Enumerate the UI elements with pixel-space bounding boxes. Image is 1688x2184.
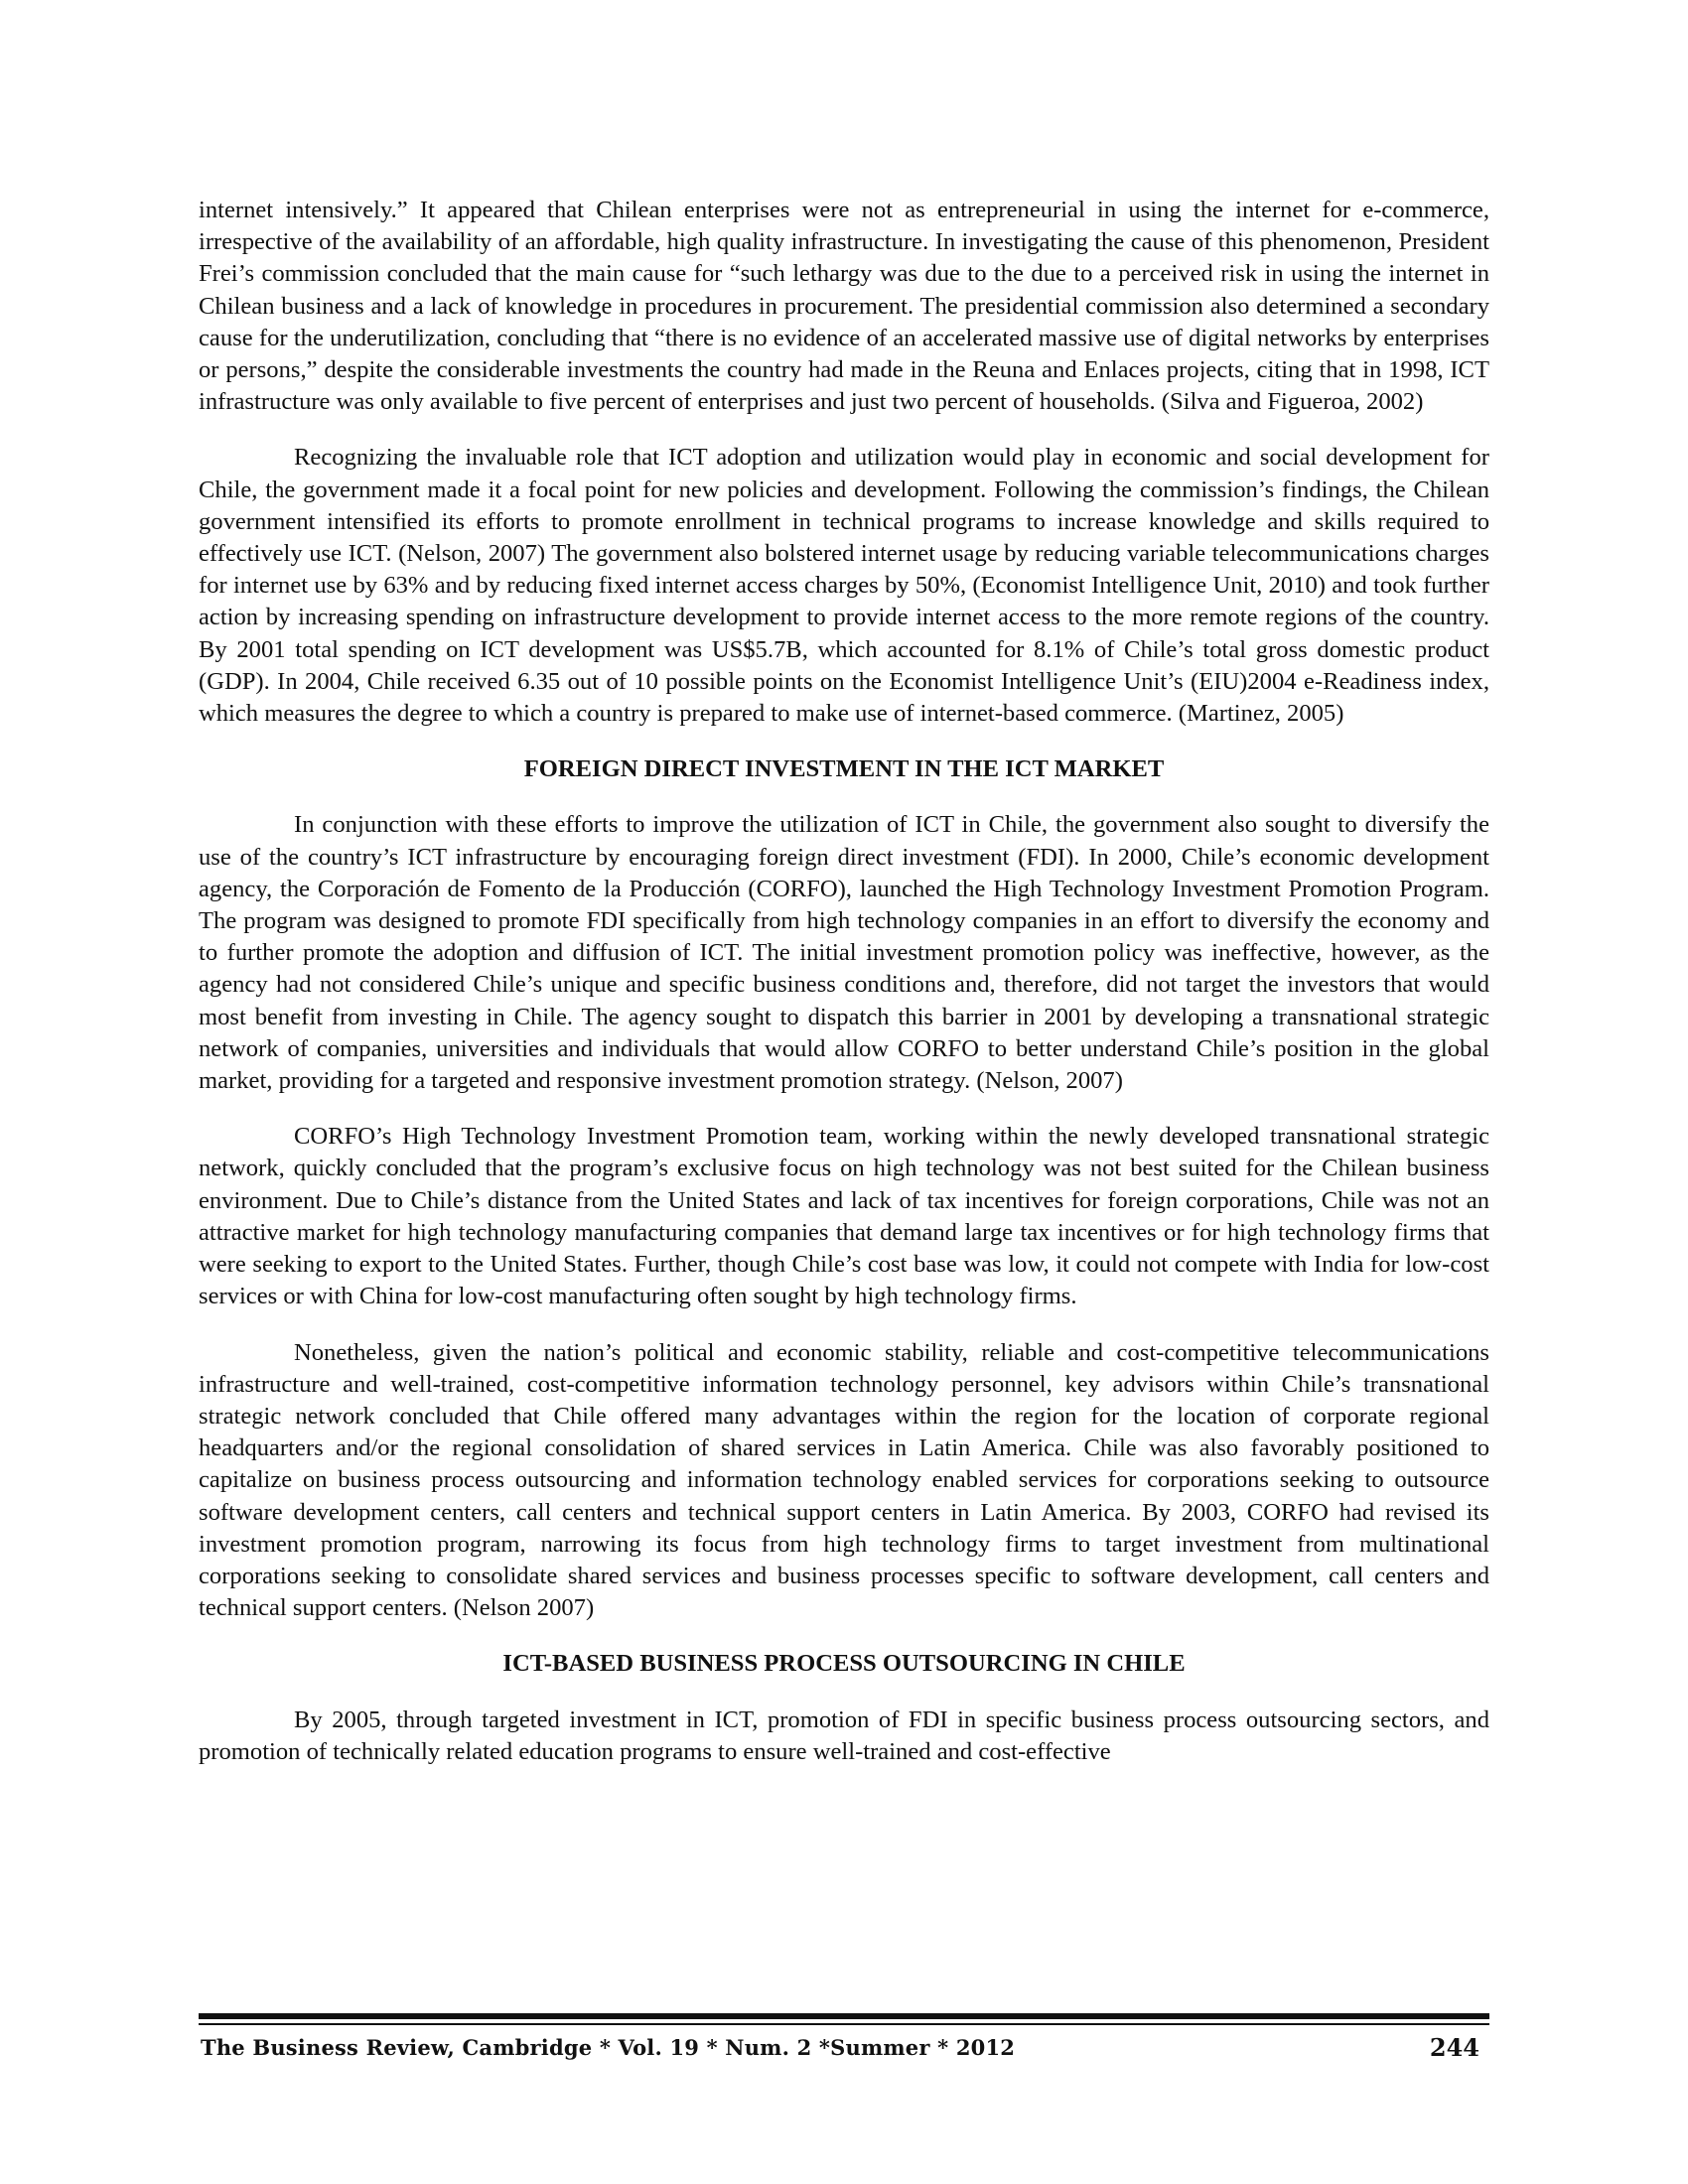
- paragraph-high-technology-team: CORFO’s High Technology Investment Promotion team, working within the newly developed transnational strategic network, quickly concluded that the program’s exclusive focus on high technology was not best suited for the Chilean business environment. Due to Chile’s distance from the United States and lack of tax incentives for foreign corporations, Chile was not an attractive market for high technology manufacturing companies that demand large tax incentives or for high technology firms that were seeking to export to the United States. Further, though Chile’s cost base was low, it could not compete with India for low-cost services or with China for low-cost manufacturing often sought by high technology firms.: [199, 1123, 1489, 1310]
- page-body: [199, 195, 1489, 1768]
- footer-page-number: 244: [1429, 2033, 1479, 2062]
- paragraph-advantages: Nonetheless, given the nation’s political and economic stability, reliable and cost-competitive telecommunications infrastructure and well-trained, cost-competitive information technology personnel, key advisors within Chile’s transnational strategic network concluded that Chile offered many advantages within the region for the location of corporate regional headquarters and/or the regional consolidation of shared services in Latin America. Chile was also favorably positioned to capitalize on business process outsourcing and information technology enabled services for corporations seeking to outsource software development centers, call centers and technical support centers in Latin America. By 2003, CORFO had revised its investment promotion program, narrowing its focus from high technology firms to target investment from multinational corporations seeking to consolidate shared services and business processes specific to software development, call centers and technical support centers. (Nelson 2007): [199, 1338, 1489, 1622]
- paragraph-gap: [199, 730, 1489, 753]
- paragraph-gap: [199, 1681, 1489, 1705]
- paragraph-gap: [199, 1097, 1489, 1121]
- paragraph-by-2005: By 2005, through targeted investment in ICT, promotion of FDI in specific business process outsourcing sectors, and promotion of technically related education programs to ensure well-trained and cost-effective: [199, 1706, 1489, 1765]
- footer-rule-thin: [199, 2023, 1489, 2025]
- paragraph-gap: [199, 418, 1489, 442]
- section-heading-bpo: ICT-BASED BUSINESS PROCESS OUTSOURCING IN CHILE: [502, 1650, 1186, 1678]
- footer-journal-citation: The Business Review, Cambridge * Vol. 19 * Num. 2 *Summer * 2012: [201, 2035, 1016, 2060]
- footer-rule-thick: [199, 2013, 1489, 2019]
- paragraph-gap: [199, 1313, 1489, 1337]
- paragraph-ict-adoption: Recognizing the invaluable role that ICT adoption and utilization would play in economic and social development for Chile, the government made it a focal point for new policies and development. Following the commission’s findings, the Chilean government intensified its efforts to promote enrollment in technical programs to increase knowledge and skills required to effectively use ICT. (Nelson, 2007) The government also bolstered internet usage by reducing variable telecommunications charges for internet use by 63% and by reducing fixed internet access charges by 50%, (Economist Intelligence Unit, 2010) and took further action by increasing spending on infrastructure development to provide internet access to the more remote regions of the country. By 2001 total spending on ICT development was US$5.7B, which accounted for 8.1% of Chile’s total gross domestic product (GDP). In 2004, Chile received 6.35 out of 10 possible points on the Economist Intelligence Unit’s (EIU)2004 e-Readiness index, which measures the degree to which a country is prepared to make use of internet-based commerce. (Martinez, 2005): [199, 444, 1489, 728]
- paragraph-gap: [199, 785, 1489, 809]
- page-footer: [199, 2013, 1489, 2073]
- section-heading-fdi: FOREIGN DIRECT INVESTMENT IN THE ICT MARKET: [523, 755, 1165, 783]
- paragraph-continuation: internet intensively.” It appeared that Chilean enterprises were not as entrepreneurial in using the internet for e-commerce, irrespective of the availability of an affordable, high quality infrastructure. In investigating the cause of this phenomenon, President Frei’s commission concluded that the main cause for “such lethargy was due to the due to a perceived risk in using the internet in Chilean business and a lack of knowledge in procedures in procurement. The presidential commission also determined a secondary cause for the underutilization, concluding that “there is no evidence of an accelerated massive use of digital networks by enterprises or persons,” despite the considerable investments the country had made in the Reuna and Enlaces projects, citing that in 1998, ICT infrastructure was only available to five percent of enterprises and just two percent of households. (Silva and Figueroa, 2002): [199, 197, 1489, 416]
- paragraph-gap: [199, 1624, 1489, 1648]
- paragraph-fdi-corfo: In conjunction with these efforts to improve the utilization of ICT in Chile, the government also sought to diversify the use of the country’s ICT infrastructure by encouraging foreign direct investment (FDI). In 2000, Chile’s economic development agency, the Corporación de Fomento de la Producción (CORFO), launched the High Technology Investment Promotion Program. The program was designed to promote FDI specifically from high technology companies in an effort to diversify the economy and to further promote the adoption and diffusion of ICT. The initial investment promotion policy was ineffective, however, as the agency had not considered Chile’s unique and specific business conditions and, therefore, did not target the investors that would most benefit from investing in Chile. The agency sought to dispatch this barrier in 2001 by developing a transnational strategic network of companies, universities and individuals that would allow CORFO to better understand Chile’s position in the global market, providing for a targeted and responsive investment promotion strategy. (Nelson, 2007): [199, 811, 1489, 1095]
